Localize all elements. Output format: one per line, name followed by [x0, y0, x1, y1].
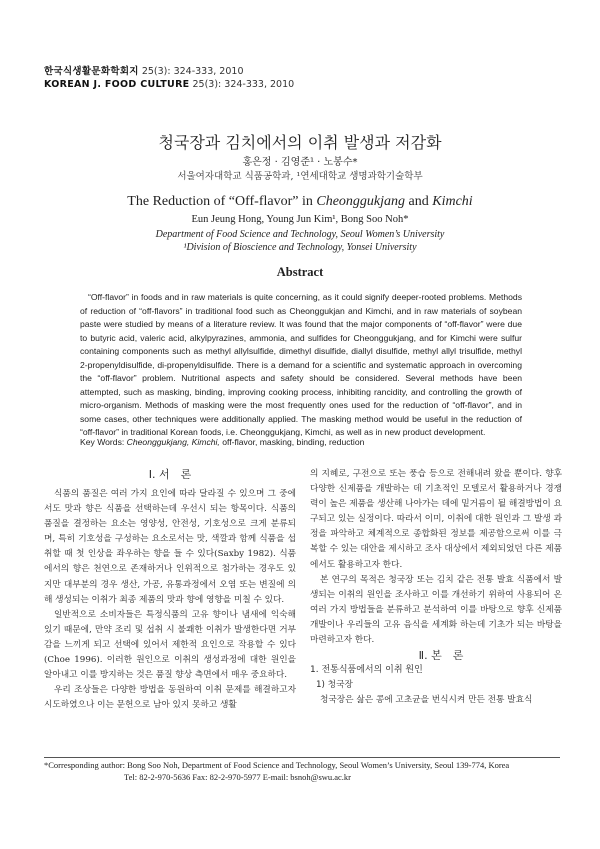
journal-header	[44, 65, 294, 91]
english-title-italic-1: Cheonggukjang	[316, 194, 406, 209]
keywords-label: Key Words:	[80, 437, 127, 447]
journal-eng-name: KOREAN J. FOOD CULTURE	[44, 79, 190, 90]
korean-authors: 홍은정 · 김영준¹ · 노봉수*	[242, 157, 358, 168]
korean-title: 청국장과 김치에서의 이취 발생과 저감화	[158, 133, 442, 152]
column-left	[44, 487, 296, 713]
journal-kor-name: 한국식생활문화학회지	[44, 66, 139, 77]
english-title-italic-2: Kimchi	[432, 194, 473, 209]
abstract-heading: Abstract	[276, 265, 324, 279]
section-1-heading-wrap	[44, 466, 296, 482]
footnote	[44, 760, 564, 783]
journal-eng-issue: 25(3): 324-333, 2010	[192, 79, 295, 90]
english-authors: Eun Jeung Hong, Young Jun Kim¹, Bong Soo Noh*	[191, 214, 409, 225]
english-affiliation-1: Department of Food Science and Technology, Seoul Women’s University	[155, 229, 445, 240]
english-title	[40, 194, 560, 210]
footnote-divider	[44, 757, 560, 758]
english-title-mid: and	[405, 194, 433, 209]
intro-paragraph-2: 일반적으로 소비자들은 특정식품의 고유 향이나 냄새에 익숙해 있기 때문에, 만약 조리 및 섭취 시 불쾌한 이취가 발생한다면 거부감을 느끼게 되고 선택에 있어서 제한적 요인으로 작용할 수 있다(Choe 1996). 이러한 원인으로 이취의 생성과정에 대한 원인을 알아내고 이를 방지하는 것은 품질 향상 측면에서 매우 중요하다.	[44, 609, 296, 681]
intro-paragraph-3: 우리 조상들은 다양한 방법을 동원하여 이취 문제를 해결하고자 시도하였으나 이는 문헌으로 남아 있지 못하고 생활	[44, 685, 296, 711]
intro-paragraph-3-cont: 의 지혜로, 구전으로 또는 풍습 등으로 전해내려 왔을 뿐이다. 향후 다양한 신제품을 개발하는 데 기초적인 모델로서 활용하거나 경쟁력이 높은 제품을 생산해 나아가는 데에 밑거름이 될 해결방법이 요구되고 있는 실정이다. 따라서 이미, 이취에 대한 원인과 그 발생 과정을 파악하고 체계적으로 종합화된 정보를 제공함으로써 이를 극복할 수 있는 대안을 제시하고 조사 대상에서 제외되었던 다른 제품에서도 활용하고자 한다.	[310, 469, 562, 570]
abstract-text: “Off-flavor” in foods and in raw materials is quite concerning, as it could signify deeper-rooted problems. Methods of reduction of “off-flavors” in traditional food such as Cheonggukjan and Kimchi, and in raw materials of soybean paste were studied by means of a literature review. It was found that the major components of “off-flavor” were due to butyric acid, valeric acid, alkylpyrazines, ammonia, and sulfides for Cheonggukjang, and for Kimchi were sulfur containing components such as methyl allylsulfide, dimethyl disulfide, diallyl disulfide, methyl allyl trisulfide, methyl 2-propenyldisulfide, di-propenyldisulfide. There is a demand for a scientific and systematic approach in overcoming the “off-flavor” problem. Nutritional aspects and safety should be considered. Several methods have been attempted, such as masking, binding, improving cooking process, inhibiting rancidity, and controlling the growth of micro-organism. Methods of masking were the most frequently ones used for the reduction of “off-flavor”, and in some cases, other techniques were additionally applied. The masking method would be useful in the reduction of “off-flavor” in traditional Korean foods, i.e. Cheonggukjang, Kimchi, as well as in new product development.	[80, 292, 522, 437]
keywords	[80, 437, 530, 447]
english-title-prefix: The Reduction of “Off-flavor” in	[127, 194, 317, 209]
body-paragraph-1: 청국장은 삶은 콩에 고초균을 번식시켜 만든 전통 발효식	[320, 695, 533, 706]
journal-kor-issue: 25(3): 324-333, 2010	[141, 66, 244, 77]
abstract-body	[80, 291, 522, 440]
subsection-1-heading: 1. 전통식품에서의 이취 원인	[310, 665, 423, 676]
column-right	[310, 467, 562, 709]
keywords-rest: off-flavor, masking, binding, reduction	[219, 437, 365, 447]
footnote-line-1: *Corresponding author: Bong Soo Noh, Department of Food Science and Technology, Seoul Women’s University, Seoul 139-774, Korea	[44, 760, 510, 770]
footnote-line-2: Tel: 82-2-970-5636 Fax: 82-2-970-5977 E-mail: bsnoh@swu.ac.kr	[124, 771, 352, 782]
subsection-1-1-heading: 1) 청국장	[316, 680, 353, 691]
section-1-heading: Ⅰ. 서 론	[148, 468, 192, 481]
section-2-heading: Ⅱ. 본 론	[418, 649, 464, 663]
korean-affiliation: 서울여자대학교 식품공학과, ¹연세대학교 생명과학기술학부	[177, 171, 423, 182]
intro-paragraph-1: 식품의 품질은 여러 가지 요인에 따라 달라질 수 있으며 그 중에서도 맛과 향은 식품을 선택하는데 우선시 되는 항목이다. 식품의 품질을 결정하는 요소는 영양성, 안전성, 기호성으로 크게 분류되며, 특히 기호성을 구성하는 요소로서는 맛, 색깔과 함께 식품을 섭취할 때 첫 인상을 좌우하는 향을 들 수 있다(Saxby 1982). 식품에서의 향은 천연으로 존재하거나 인위적으로 첨가하는 경우도 있지만 대부분의 경우 생산, 가공, 유통과정에서 오염 또는 변질에 의해 생성되는 이취가 최종 제품의 맛과 향에 영향을 미칠 수 있다.	[44, 489, 296, 605]
intro-paragraph-4: 본 연구의 목적은 청국장 또는 김치 같은 전통 발효 식품에서 발생되는 이취의 원인을 조사하고 이를 개선하기 위하여 사용되어 온 여러 가지 방법들을 분류하고 분석하여 이를 바탕으로 향후 신제품 개발이나 우리들의 고유 음식을 세계화 하는데 기초가 되는 바탕을 마련하고자 한다.	[310, 574, 562, 646]
keywords-italic: Cheonggukjang, Kimchi,	[126, 437, 220, 447]
english-affiliation-2: ¹Division of Bioscience and Technology, Yonsei University	[183, 242, 417, 253]
